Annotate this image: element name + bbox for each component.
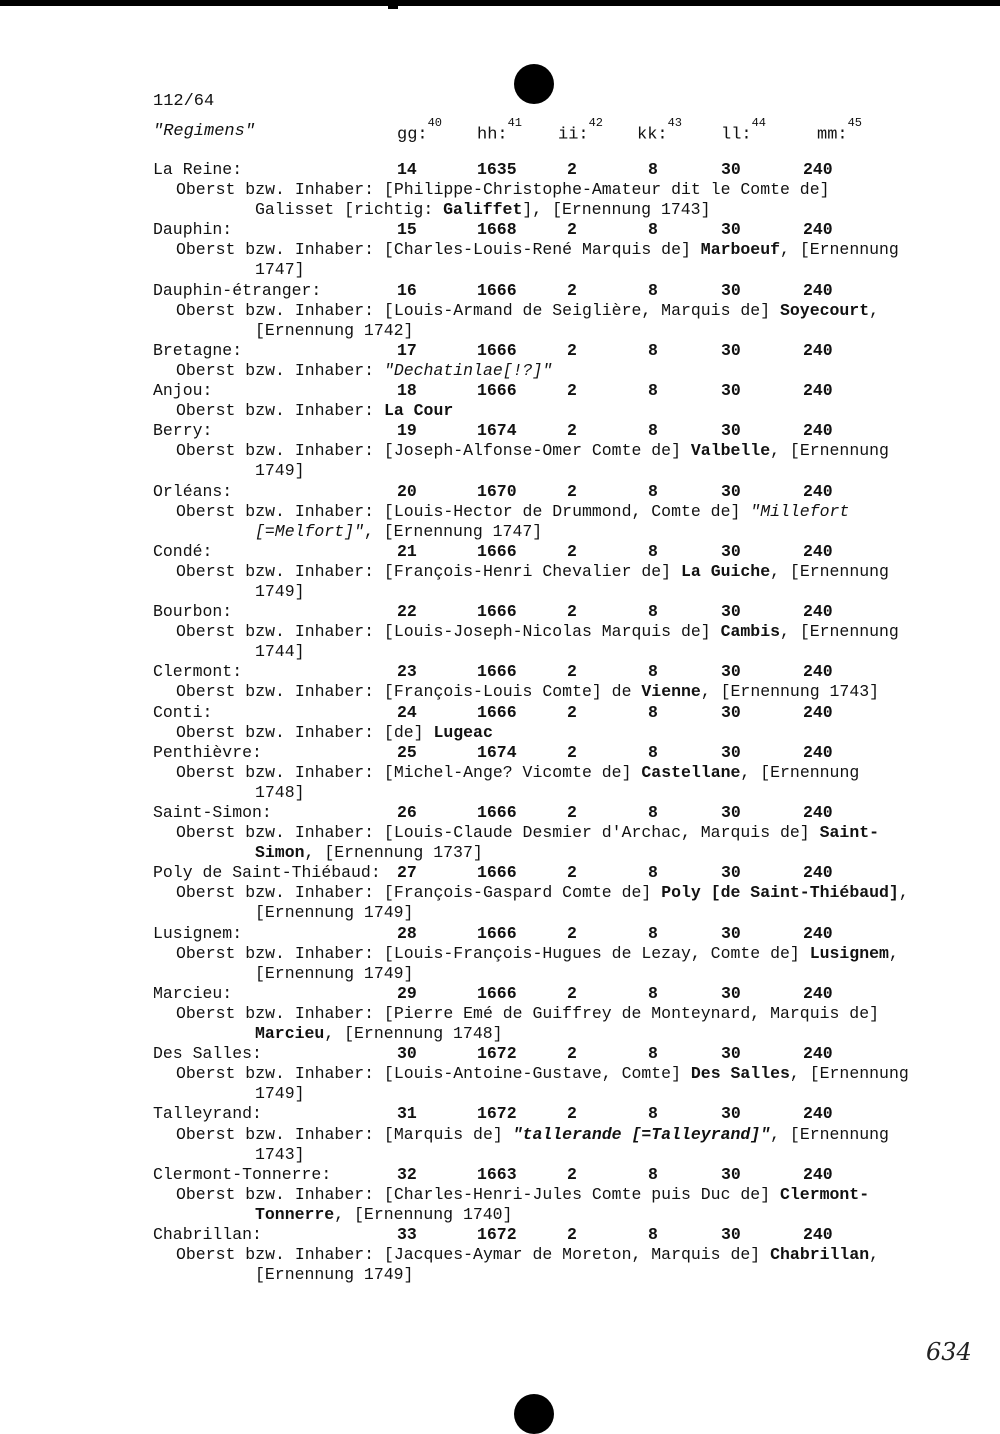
regiment-commander — [153, 1004, 913, 1044]
regiment-value: 240 — [803, 1224, 833, 1244]
regiment-value: 240 — [803, 381, 833, 401]
commander-text: Oberst bzw. Inhaber: — [176, 360, 384, 380]
commander-text: Galiffet — [443, 200, 523, 220]
regiment-value: 30 — [397, 1044, 417, 1064]
regiment-value: 240 — [803, 602, 833, 622]
commander-text: , [Ernennung 1749] — [255, 943, 899, 983]
regiment-row — [153, 703, 913, 723]
regiment-value: 240 — [803, 983, 833, 1003]
commander-text: , [Ernennung 1749] — [255, 561, 889, 601]
regiment-entry — [153, 924, 913, 984]
regiment-value: 1666 — [477, 923, 517, 943]
regiment-name: Anjou: — [153, 381, 213, 401]
regiment-value: 240 — [803, 702, 833, 722]
regiment-value: 30 — [721, 602, 741, 622]
regiment-commander — [153, 301, 913, 341]
regiment-value: 8 — [648, 481, 658, 501]
commander-text: Vienne — [641, 682, 701, 702]
regiment-value: 8 — [648, 1104, 658, 1124]
regiment-value: 30 — [721, 541, 741, 561]
regiment-value: 19 — [397, 421, 417, 441]
commander-text: , [Ernennung 1744] — [255, 622, 899, 662]
regiment-value: 15 — [397, 220, 417, 240]
regiment-value: 8 — [648, 803, 658, 822]
header-col-kk: kk:$^{43}$ — [637, 116, 683, 145]
regiment-name: Talleyrand: — [153, 1104, 262, 1124]
regiment-name: Clermont: — [153, 662, 243, 682]
regiment-value: 1672 — [477, 1104, 517, 1124]
regiment-value: 18 — [397, 381, 417, 401]
commander-text: Oberst bzw. Inhaber: [Louis-Claude Desmier d'Archac, Marquis de] — [176, 823, 820, 843]
regiment-name: Poly de Saint-Thiébaud: — [153, 863, 381, 883]
commander-text: Oberst bzw. Inhaber: [Pierre Emé de Guiffrey de Monteynard, Marquis de] — [176, 1003, 880, 1023]
regiment-entry — [153, 743, 913, 803]
regiment-value: 240 — [803, 421, 833, 441]
regiment-value: 30 — [721, 220, 741, 240]
commander-text: Clermont-Tonnerre — [255, 1184, 870, 1224]
regiment-value: 8 — [648, 1224, 658, 1244]
regiment-entry — [153, 1225, 913, 1285]
regiment-entry — [153, 703, 913, 743]
regiment-value: 1635 — [477, 160, 517, 179]
regiment-value: 30 — [721, 983, 741, 1003]
regiment-entry — [153, 381, 913, 421]
regiment-entry — [153, 1165, 913, 1225]
regiment-value: 1672 — [477, 1044, 517, 1064]
commander-text: Oberst bzw. Inhaber: [Joseph-Alfonse-Omer Comte de] — [176, 441, 691, 461]
regiment-value: 8 — [648, 280, 658, 300]
regiment-value: 2 — [567, 541, 577, 561]
regiment-value: 240 — [803, 1164, 833, 1184]
regiment-value: 8 — [648, 662, 658, 682]
regiment-value: 8 — [648, 742, 658, 762]
regiment-value: 8 — [648, 160, 658, 179]
commander-text: Oberst bzw. Inhaber: [François-Louis Comte] de — [176, 682, 642, 702]
regiment-value: 24 — [397, 702, 417, 722]
regiment-commander — [153, 883, 913, 923]
commander-text: Oberst bzw. Inhaber: [Louis-Joseph-Nicolas Marquis de] — [176, 622, 721, 642]
regiment-row — [153, 1225, 913, 1245]
regiment-name: La Reine: — [153, 160, 243, 179]
regiment-value: 240 — [803, 280, 833, 300]
regiment-name: Condé: — [153, 541, 213, 561]
regiment-value: 1674 — [477, 421, 517, 441]
regiment-value: 1666 — [477, 803, 517, 822]
regiment-commander — [153, 1245, 913, 1285]
commander-text: Oberst bzw. Inhaber: [Charles-Henri-Jules Comte puis Duc de] — [176, 1184, 780, 1204]
regiment-row — [153, 602, 913, 622]
regiment-value: 29 — [397, 983, 417, 1003]
commander-text: Oberst bzw. Inhaber: [Marquis de] — [176, 1124, 513, 1144]
regiment-value: 240 — [803, 160, 833, 179]
regiment-value: 1666 — [477, 602, 517, 622]
regiment-value: 30 — [721, 1044, 741, 1064]
regiment-commander — [153, 562, 913, 602]
regiment-value: 32 — [397, 1164, 417, 1184]
commander-text: Oberst bzw. Inhaber: [Louis-Hector de Drummond, Comte de] — [176, 501, 751, 521]
regiment-name: Bourbon: — [153, 602, 233, 622]
regiment-value: 240 — [803, 923, 833, 943]
regiment-value: 30 — [721, 803, 741, 822]
regiment-value: 8 — [648, 983, 658, 1003]
regiment-value: 8 — [648, 421, 658, 441]
regiment-value: 1666 — [477, 662, 517, 682]
punch-hole-bottom — [514, 1394, 554, 1434]
commander-text: Lusignem — [809, 943, 889, 963]
regiment-commander — [153, 944, 913, 984]
regiment-value: 31 — [397, 1104, 417, 1124]
regiment-value: 2 — [567, 863, 577, 883]
commander-text: "tallerande [=Talleyrand]" — [512, 1124, 771, 1144]
regiment-name: Lusignem: — [153, 923, 243, 943]
regiment-value: 28 — [397, 923, 417, 943]
regiment-name: Bretagne: — [153, 340, 243, 360]
regiment-value: 240 — [803, 803, 833, 822]
regiment-value: 27 — [397, 863, 417, 883]
regiment-commander — [153, 723, 913, 743]
regiment-value: 30 — [721, 160, 741, 179]
regiment-entry — [153, 984, 913, 1044]
commander-text: La Guiche — [680, 561, 771, 581]
commander-text: Oberst bzw. Inhaber: [Jacques-Aymar de Moreton, Marquis de] — [176, 1245, 771, 1265]
regiment-value: 1674 — [477, 742, 517, 762]
regiment-entry — [153, 482, 913, 542]
regiment-list — [153, 160, 913, 1285]
regiment-value: 21 — [397, 541, 417, 561]
regiment-value: 30 — [721, 481, 741, 501]
commander-text: , [Ernennung 1748] — [324, 1024, 503, 1044]
regiment-entry — [153, 341, 913, 381]
commander-text: "Millefort [=Melfort]" — [255, 501, 850, 541]
regiment-row — [153, 341, 913, 361]
regiment-value: 2 — [567, 1104, 577, 1124]
punch-hole-top — [514, 64, 554, 104]
regiment-commander — [153, 401, 913, 421]
regiment-name: Penthièvre: — [153, 742, 262, 762]
regiment-commander — [153, 682, 913, 702]
regiment-name: Clermont-Tonnerre: — [153, 1164, 332, 1184]
handwritten-page-number: 634 — [926, 1338, 972, 1366]
regiment-entry — [153, 1044, 913, 1104]
column-header — [153, 118, 913, 146]
regiment-value: 8 — [648, 923, 658, 943]
regiment-entry — [153, 160, 913, 220]
regiment-value: 20 — [397, 481, 417, 501]
regiment-row — [153, 542, 913, 562]
header-col-mm: mm:$^{45}$ — [817, 116, 863, 145]
regiment-value: 1666 — [477, 702, 517, 722]
commander-text: Oberst bzw. Inhaber: [Louis-Armand de Seiglière, Marquis de] — [176, 300, 780, 320]
regiment-value: 26 — [397, 803, 417, 822]
regiment-value: 30 — [721, 1104, 741, 1124]
regiment-row — [153, 803, 913, 823]
regiment-entry — [153, 281, 913, 341]
commander-text: Saint-Simon — [255, 823, 880, 863]
regiment-value: 8 — [648, 220, 658, 240]
regiment-value: 1672 — [477, 1224, 517, 1244]
commander-text: , [Ernennung 1749] — [255, 883, 909, 923]
regiment-commander — [153, 823, 913, 863]
regiment-commander — [153, 502, 913, 542]
regiment-value: 1668 — [477, 220, 517, 240]
regiment-commander — [153, 180, 913, 220]
regiment-commander — [153, 361, 913, 381]
regiment-row — [153, 924, 913, 944]
regiment-value: 1666 — [477, 863, 517, 883]
commander-text: Oberst bzw. Inhaber: [Charles-Louis-René Marquis de] — [176, 240, 701, 260]
regiment-value: 2 — [567, 702, 577, 722]
regiment-row — [153, 863, 913, 883]
regiment-value: 8 — [648, 1164, 658, 1184]
commander-text: Valbelle — [690, 441, 771, 461]
regiment-value: 33 — [397, 1224, 417, 1244]
commander-text: Lugeac — [433, 722, 493, 742]
regiment-value: 16 — [397, 280, 417, 300]
regiment-value: 22 — [397, 602, 417, 622]
commander-text: Chabrillan — [770, 1245, 870, 1265]
commander-text: , [Ernennung 1742] — [255, 300, 880, 340]
header-col-ll: ll:$^{44}$ — [721, 116, 767, 145]
regiment-row — [153, 482, 913, 502]
commander-text: , [Ernennung 1749] — [255, 1245, 880, 1285]
regiment-value: 8 — [648, 702, 658, 722]
regiment-value: 240 — [803, 1044, 833, 1064]
regiment-value: 1663 — [477, 1164, 517, 1184]
regiment-row — [153, 1165, 913, 1185]
regiment-value: 1670 — [477, 481, 517, 501]
regiment-value: 8 — [648, 381, 658, 401]
regiment-value: 240 — [803, 340, 833, 360]
commander-text: Soyecourt — [780, 300, 870, 320]
regiment-value: 1666 — [477, 280, 517, 300]
regiment-row — [153, 421, 913, 441]
regiment-value: 30 — [721, 1164, 741, 1184]
regiment-value: 30 — [721, 742, 741, 762]
regiment-value: 30 — [721, 923, 741, 943]
regiment-value: 240 — [803, 220, 833, 240]
regiment-value: 30 — [721, 340, 741, 360]
regiment-name: Chabrillan: — [153, 1224, 262, 1244]
regiment-value: 2 — [567, 421, 577, 441]
regiment-value: 30 — [721, 662, 741, 682]
regiment-value: 23 — [397, 662, 417, 682]
regiment-value: 2 — [567, 280, 577, 300]
regiment-row — [153, 743, 913, 763]
commander-text: , [Ernennung 1747] — [255, 240, 899, 280]
commander-text: Cambis — [720, 622, 781, 642]
regiment-value: 240 — [803, 1104, 833, 1124]
regiment-name: Dauphin: — [153, 220, 233, 240]
commander-text: Des Salles — [690, 1064, 790, 1084]
regiment-value: 2 — [567, 602, 577, 622]
commander-text: , [Ernennung 1749] — [255, 1064, 909, 1104]
regiment-value: 8 — [648, 1044, 658, 1064]
regiment-commander — [153, 1125, 913, 1165]
regiment-value: 240 — [803, 863, 833, 883]
commander-text: , [Ernennung 1747] — [363, 521, 543, 541]
regiment-entry — [153, 803, 913, 863]
regiment-entry — [153, 542, 913, 602]
regiment-value: 1666 — [477, 541, 517, 561]
commander-text: Oberst bzw. Inhaber: [Louis-Antoine-Gustave, Comte] — [176, 1064, 691, 1084]
regiment-entry — [153, 220, 913, 280]
regiment-name: Conti: — [153, 702, 213, 722]
commander-text: Oberst bzw. Inhaber: [François-Gaspard Comte de] — [176, 883, 662, 903]
regiment-commander — [153, 1185, 913, 1225]
regiment-value: 14 — [397, 160, 417, 179]
regiment-value: 8 — [648, 340, 658, 360]
regiment-commander — [153, 441, 913, 481]
commander-text: , [Ernennung 1743] — [700, 682, 880, 702]
regiment-value: 2 — [567, 1224, 577, 1244]
regiment-value: 30 — [721, 381, 741, 401]
regiment-value: 2 — [567, 220, 577, 240]
regiment-row — [153, 984, 913, 1004]
regiment-value: 240 — [803, 742, 833, 762]
regiment-value: 8 — [648, 863, 658, 883]
regiment-row — [153, 220, 913, 240]
regiment-value: 2 — [567, 662, 577, 682]
regiment-entry — [153, 863, 913, 923]
regiment-name: Saint-Simon: — [153, 803, 272, 822]
regiment-value: 2 — [567, 340, 577, 360]
regiment-value: 8 — [648, 602, 658, 622]
regiment-name: Berry: — [153, 421, 213, 441]
header-title: "Regimens" — [153, 122, 256, 141]
commander-text: Oberst bzw. Inhaber: [François-Henri Chevalier de] — [176, 561, 681, 581]
regiment-name: Marcieu: — [153, 983, 233, 1003]
regiment-row — [153, 1104, 913, 1124]
regiment-value: 2 — [567, 983, 577, 1003]
commander-text: , [Ernennung 1737] — [304, 843, 483, 863]
regiment-value: 2 — [567, 1164, 577, 1184]
regiment-value: 240 — [803, 662, 833, 682]
regiment-value: 1666 — [477, 983, 517, 1003]
regiment-row — [153, 160, 913, 180]
regiment-name: Orléans: — [153, 481, 233, 501]
scan-top-edge — [0, 0, 1000, 6]
commander-text: , [Ernennung 1749] — [255, 441, 889, 481]
regiment-row — [153, 662, 913, 682]
commander-text: , [Ernennung 1740] — [334, 1204, 513, 1224]
commander-text: La Cour — [383, 401, 454, 421]
header-col-gg: gg:$^{40}$ — [397, 116, 443, 145]
regiment-value: 30 — [721, 702, 741, 722]
regiment-value: 8 — [648, 541, 658, 561]
regiment-value: 2 — [567, 923, 577, 943]
regiment-value: 2 — [567, 803, 577, 822]
regiment-entry — [153, 662, 913, 702]
commander-text: "Dechatinlae[!?]" — [383, 360, 553, 380]
regiment-entry — [153, 602, 913, 662]
commander-text: Poly [de Saint-Thiébaud] — [661, 883, 899, 903]
commander-text: Oberst bzw. Inhaber: [de] — [176, 722, 434, 742]
regiment-value: 25 — [397, 742, 417, 762]
regiment-value: 17 — [397, 340, 417, 360]
regiment-value: 1666 — [477, 381, 517, 401]
regiment-row — [153, 1044, 913, 1064]
commander-text: , [Ernennung 1748] — [255, 762, 860, 802]
commander-text: Castellane — [641, 762, 741, 782]
commander-text: , [Ernennung 1743] — [255, 1124, 889, 1164]
regiment-value: 1666 — [477, 340, 517, 360]
commander-text: Marboeuf — [700, 240, 781, 260]
regiment-commander — [153, 1064, 913, 1104]
regiment-value: 240 — [803, 481, 833, 501]
regiment-name: Dauphin-étranger: — [153, 280, 322, 300]
regiment-value: 2 — [567, 481, 577, 501]
regiment-value: 30 — [721, 1224, 741, 1244]
regiment-value: 2 — [567, 1044, 577, 1064]
page-id: 112/64 — [153, 92, 215, 111]
header-col-ii: ii:$^{42}$ — [558, 116, 604, 145]
regiment-name: Des Salles: — [153, 1044, 262, 1064]
regiment-entry — [153, 421, 913, 481]
commander-text: Oberst bzw. Inhaber: [Louis-François-Hugues de Lezay, Comte de] — [176, 943, 810, 963]
regiment-value: 30 — [721, 421, 741, 441]
regiment-entry — [153, 1104, 913, 1164]
regiment-value: 30 — [721, 280, 741, 300]
scan-top-mark — [388, 0, 398, 9]
regiment-value: 2 — [567, 742, 577, 762]
commander-text: Oberst bzw. Inhaber: [Michel-Ange? Vicomte de] — [176, 762, 642, 782]
commander-text: ], [Ernennung 1743] — [522, 200, 711, 220]
regiment-value: 2 — [567, 160, 577, 179]
commander-text: Marcieu — [255, 1024, 325, 1044]
regiment-row — [153, 381, 913, 401]
regiment-row — [153, 281, 913, 301]
regiment-value: 240 — [803, 541, 833, 561]
commander-text: Oberst bzw. Inhaber: [Philippe-Christophe-Amateur dit le Comte de] Galisset [richtig: — [176, 180, 830, 220]
header-col-hh: hh:$^{41}$ — [477, 116, 523, 145]
regiment-commander — [153, 763, 913, 803]
regiment-value: 30 — [721, 863, 741, 883]
commander-text: Oberst bzw. Inhaber: — [176, 401, 384, 421]
regiment-commander — [153, 240, 913, 280]
regiment-value: 2 — [567, 381, 577, 401]
regiment-commander — [153, 622, 913, 662]
